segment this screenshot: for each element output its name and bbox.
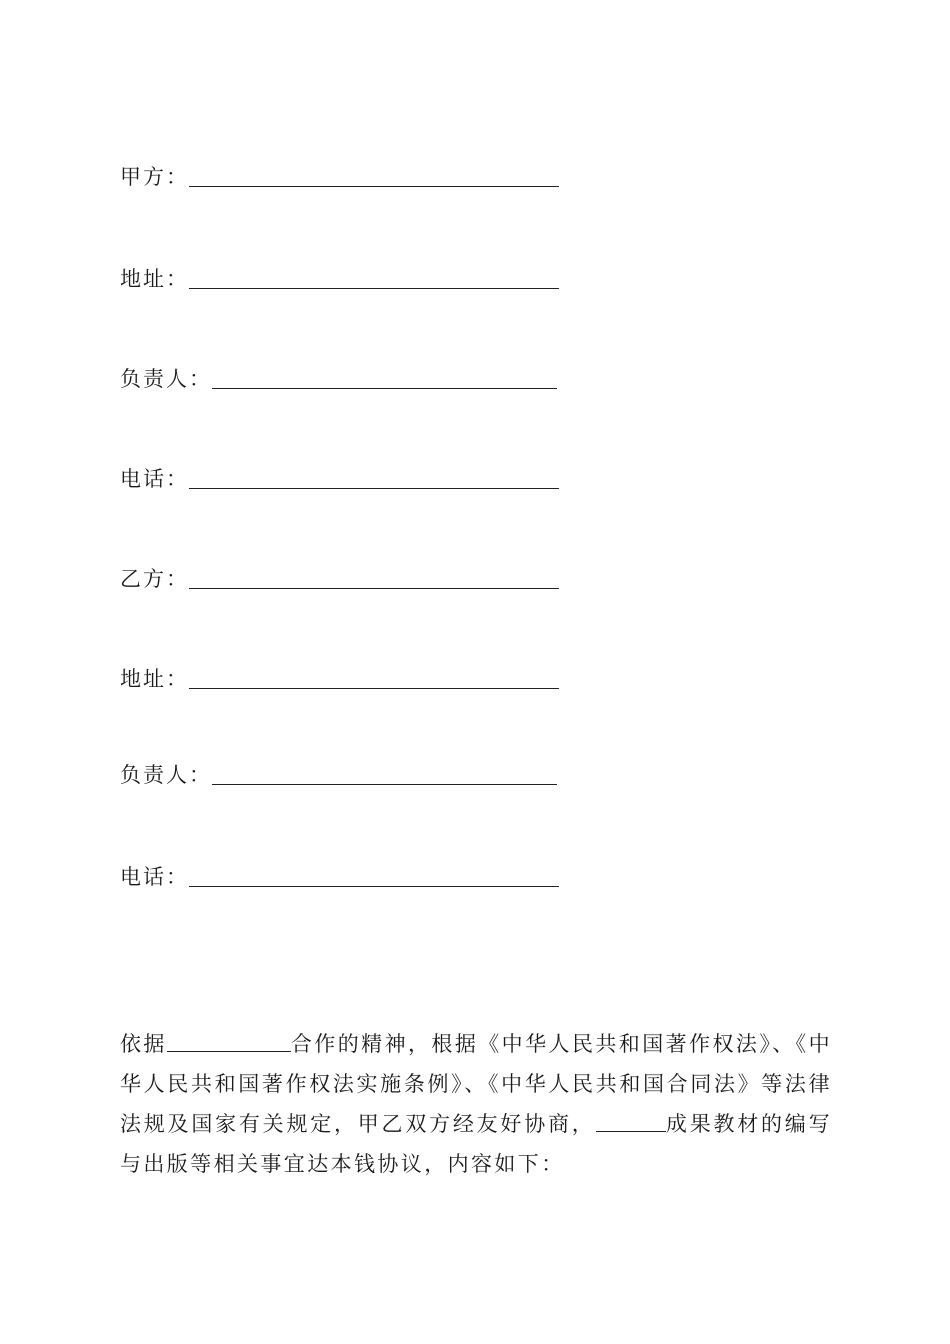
party-b-address-label: 地址： bbox=[120, 667, 189, 691]
preamble-text-1: 依据 bbox=[120, 1032, 167, 1056]
party-b-contact-blank[interactable] bbox=[212, 762, 557, 785]
party-a-name-blank[interactable] bbox=[189, 164, 559, 187]
party-a-address-blank[interactable] bbox=[189, 266, 559, 289]
party-b-name-field bbox=[120, 562, 559, 592]
party-a-address-label: 地址： bbox=[120, 267, 189, 291]
party-a-phone-field bbox=[120, 462, 559, 492]
party-b-contact-field bbox=[120, 758, 557, 788]
party-b-address-blank[interactable] bbox=[189, 666, 559, 689]
party-a-name-label: 甲方： bbox=[120, 165, 189, 189]
party-a-address-field bbox=[120, 262, 559, 292]
party-b-name-label: 乙方： bbox=[120, 567, 189, 591]
party-b-phone-field bbox=[120, 860, 559, 890]
party-b-contact-label: 负责人： bbox=[120, 763, 212, 787]
party-a-phone-label: 电话： bbox=[120, 467, 189, 491]
cooperation-blank[interactable] bbox=[167, 1031, 291, 1052]
project-blank[interactable] bbox=[596, 1111, 666, 1132]
party-b-address-field bbox=[120, 662, 559, 692]
party-a-contact-label: 负责人： bbox=[120, 367, 212, 391]
party-a-contact-field bbox=[120, 362, 557, 392]
preamble-paragraph bbox=[120, 1024, 832, 1184]
party-b-name-blank[interactable] bbox=[189, 566, 559, 589]
preamble-text-3: 成果教材的编写与出版等相关事宜达本钱协议，内容如下： bbox=[120, 1112, 832, 1176]
party-a-name-field bbox=[120, 160, 559, 190]
party-a-contact-blank[interactable] bbox=[212, 366, 557, 389]
party-b-phone-label: 电话： bbox=[120, 865, 189, 889]
party-a-phone-blank[interactable] bbox=[189, 466, 559, 489]
party-b-phone-blank[interactable] bbox=[189, 864, 559, 887]
preamble-text-2: 合作的精神，根据《中华人民共和国著作权法》、《中华人民共和国著作权法实施条例》、《中华人民共和国合同法》等法律法规及国家有关规定，甲乙双方经友好协商， bbox=[120, 1032, 832, 1136]
